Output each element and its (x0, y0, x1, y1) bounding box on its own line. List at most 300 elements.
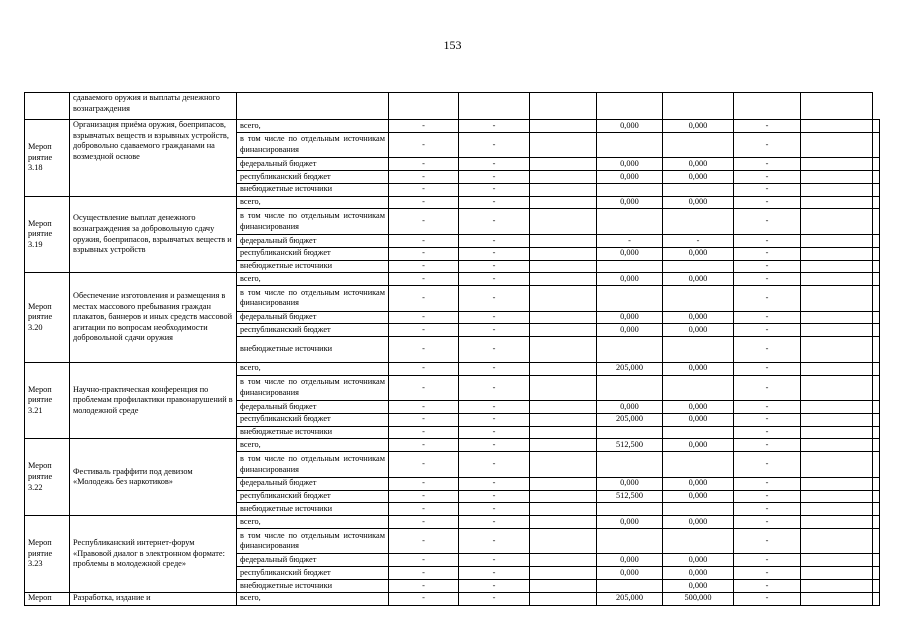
value-cell: - (389, 183, 459, 196)
value-cell: 0,000 (663, 362, 734, 375)
funding-source-cell: республиканский бюджет (237, 413, 389, 426)
value-cell (530, 426, 597, 439)
value-cell: - (734, 196, 801, 209)
value-cell (530, 592, 597, 605)
empty-cell (873, 567, 880, 580)
table-row (25, 516, 880, 529)
value-cell (530, 196, 597, 209)
value-cell: - (734, 260, 801, 273)
value-cell: - (734, 426, 801, 439)
value-cell: - (734, 337, 801, 363)
value-cell: - (734, 311, 801, 324)
value-cell: - (459, 183, 530, 196)
value-cell: - (459, 337, 530, 363)
value-cell: - (389, 196, 459, 209)
empty-cell (873, 375, 880, 401)
value-cell (663, 426, 734, 439)
value-cell: - (734, 580, 801, 593)
value-cell (597, 260, 663, 273)
value-cell (801, 401, 873, 414)
value-cell (801, 158, 873, 171)
funding-source-cell: республиканский бюджет (237, 324, 389, 337)
value-cell: 0,000 (663, 247, 734, 260)
empty-cell (873, 516, 880, 529)
value-cell: 0,000 (597, 554, 663, 567)
value-cell (530, 528, 597, 554)
empty-cell (873, 362, 880, 375)
empty-cell (873, 120, 880, 133)
empty-cell (873, 183, 880, 196)
value-cell: 0,000 (663, 477, 734, 490)
value-cell (801, 592, 873, 605)
empty-cell (873, 273, 880, 286)
value-cell: 0,000 (663, 554, 734, 567)
empty-cell (873, 324, 880, 337)
value-cell: 0,000 (663, 413, 734, 426)
value-cell: - (734, 401, 801, 414)
value-cell: - (389, 503, 459, 516)
value-cell: - (389, 158, 459, 171)
value-cell: - (389, 413, 459, 426)
empty-cell (873, 490, 880, 503)
measure-name-cell: сдаваемого оружия и выплаты денежного вознаграждения (70, 93, 237, 120)
value-cell (597, 337, 663, 363)
value-cell: - (459, 324, 530, 337)
measure-name-cell: Фестиваль граффити под девизом «Молодежь без наркотиков» (70, 439, 237, 516)
value-cell: - (597, 234, 663, 247)
value-cell (530, 171, 597, 184)
value-cell (663, 209, 734, 235)
funding-source-cell: всего, (237, 516, 389, 529)
value-cell: - (734, 209, 801, 235)
value-cell: 0,000 (597, 401, 663, 414)
funding-source-cell: в том числе по отдельным источникам финансирования (237, 132, 389, 158)
funding-source-cell: всего, (237, 439, 389, 452)
value-cell: 0,000 (597, 477, 663, 490)
measure-name-cell: Обеспечение изготовления и размещения в местах массового пребывания граждан плакатов, баннеров и иных средств массовой агитации по вопросам необходимости добровольной сдачи оружия (70, 273, 237, 362)
measure-code-cell: Мероп риятие 3.20 (25, 273, 70, 362)
value-cell: - (734, 273, 801, 286)
value-cell: - (459, 567, 530, 580)
value-cell: 0,000 (597, 196, 663, 209)
funding-source-cell: всего, (237, 273, 389, 286)
funding-source-cell: республиканский бюджет (237, 490, 389, 503)
value-cell: - (734, 324, 801, 337)
value-cell: - (389, 260, 459, 273)
value-cell (530, 401, 597, 414)
value-cell (801, 132, 873, 158)
value-cell (801, 452, 873, 478)
value-cell: - (389, 132, 459, 158)
value-cell: - (389, 273, 459, 286)
funding-source-cell: федеральный бюджет (237, 401, 389, 414)
value-cell: - (389, 490, 459, 503)
value-cell (663, 337, 734, 363)
empty-cell (873, 439, 880, 452)
empty-cell (459, 93, 530, 120)
value-cell: - (389, 324, 459, 337)
empty-cell (873, 477, 880, 490)
value-cell (530, 286, 597, 312)
value-cell (801, 426, 873, 439)
measure-name-cell: Разработка, издание и (70, 592, 237, 605)
empty-cell (237, 93, 389, 120)
value-cell (801, 209, 873, 235)
value-cell: - (459, 439, 530, 452)
value-cell: 0,000 (663, 158, 734, 171)
value-cell (801, 171, 873, 184)
value-cell: - (734, 234, 801, 247)
funding-source-cell: всего, (237, 120, 389, 133)
value-cell (801, 439, 873, 452)
value-cell: - (459, 580, 530, 593)
value-cell (801, 234, 873, 247)
value-cell (801, 183, 873, 196)
empty-cell (873, 528, 880, 554)
value-cell: 0,000 (597, 171, 663, 184)
funding-source-cell: в том числе по отдельным источникам финансирования (237, 209, 389, 235)
empty-cell (597, 93, 663, 120)
value-cell (801, 503, 873, 516)
value-cell (530, 260, 597, 273)
measure-code-cell: Мероп риятие 3.18 (25, 120, 70, 197)
value-cell (663, 528, 734, 554)
value-cell (663, 452, 734, 478)
value-cell (801, 413, 873, 426)
value-cell (801, 554, 873, 567)
empty-cell (389, 93, 459, 120)
value-cell: 0,000 (663, 171, 734, 184)
value-cell: - (459, 452, 530, 478)
value-cell: - (734, 528, 801, 554)
value-cell: - (459, 311, 530, 324)
value-cell: - (459, 413, 530, 426)
funding-source-cell: республиканский бюджет (237, 171, 389, 184)
table-row (25, 196, 880, 209)
empty-cell (873, 286, 880, 312)
empty-cell (530, 93, 597, 120)
empty-cell (873, 503, 880, 516)
value-cell: - (389, 426, 459, 439)
value-cell: 0,000 (663, 516, 734, 529)
value-cell: - (734, 554, 801, 567)
value-cell: 500,000 (663, 592, 734, 605)
empty-cell (663, 93, 734, 120)
value-cell (801, 528, 873, 554)
value-cell (597, 426, 663, 439)
value-cell (801, 311, 873, 324)
value-cell (597, 452, 663, 478)
value-cell (801, 567, 873, 580)
value-cell (530, 132, 597, 158)
value-cell (530, 247, 597, 260)
value-cell: - (459, 273, 530, 286)
table-row (25, 273, 880, 286)
value-cell (663, 375, 734, 401)
value-cell: - (389, 311, 459, 324)
measure-code-cell: Мероп риятие 3.22 (25, 439, 70, 516)
value-cell (530, 183, 597, 196)
value-cell: - (389, 171, 459, 184)
value-cell: - (459, 516, 530, 529)
value-cell: - (734, 247, 801, 260)
value-cell: - (734, 452, 801, 478)
value-cell: - (389, 247, 459, 260)
empty-cell (873, 247, 880, 260)
value-cell: - (734, 503, 801, 516)
value-cell (801, 516, 873, 529)
value-cell: - (389, 580, 459, 593)
value-cell: 0,000 (597, 311, 663, 324)
value-cell (530, 337, 597, 363)
value-cell (530, 120, 597, 133)
measure-name-cell: Осуществление выплат денежного вознаграждения за добровольную сдачу оружия, боеприпасов, взрывчатых веществ и взрывных устройств (70, 196, 237, 273)
value-cell: 0,000 (663, 580, 734, 593)
measure-name-cell: Научно-практическая конференция по проблемам профилактики правонарушений в молодежной среде (70, 362, 237, 439)
measure-name-cell: Республиканский интернет-форум «Правовой диалог в электронном формате: проблемы в молодежной среде» (70, 516, 237, 593)
table-row (25, 120, 880, 133)
measure-code-cell (25, 93, 70, 120)
measure-code-cell: Мероп (25, 592, 70, 605)
measure-code-cell: Мероп риятие 3.21 (25, 362, 70, 439)
funding-source-cell: республиканский бюджет (237, 567, 389, 580)
funding-source-cell: в том числе по отдельным источникам финансирования (237, 528, 389, 554)
value-cell: 0,000 (597, 324, 663, 337)
value-cell: - (389, 477, 459, 490)
empty-cell (873, 132, 880, 158)
value-cell: - (459, 362, 530, 375)
value-cell: 0,000 (663, 490, 734, 503)
value-cell: - (734, 477, 801, 490)
value-cell: - (734, 413, 801, 426)
funding-source-cell: республиканский бюджет (237, 247, 389, 260)
value-cell: 0,000 (663, 567, 734, 580)
value-cell: 205,000 (597, 362, 663, 375)
value-cell (530, 413, 597, 426)
value-cell: - (389, 362, 459, 375)
value-cell: - (389, 401, 459, 414)
value-cell: - (734, 183, 801, 196)
value-cell: - (734, 120, 801, 133)
value-cell (663, 286, 734, 312)
empty-cell (873, 234, 880, 247)
value-cell: - (734, 362, 801, 375)
value-cell: - (734, 490, 801, 503)
value-cell: 0,000 (663, 196, 734, 209)
value-cell: - (459, 132, 530, 158)
value-cell: - (734, 516, 801, 529)
empty-cell (873, 426, 880, 439)
value-cell (530, 209, 597, 235)
value-cell: 0,000 (663, 439, 734, 452)
value-cell: - (459, 477, 530, 490)
value-cell: - (459, 426, 530, 439)
funding-source-cell: в том числе по отдельным источникам финансирования (237, 452, 389, 478)
value-cell: - (734, 158, 801, 171)
value-cell (530, 311, 597, 324)
financing-table (24, 92, 880, 606)
value-cell: 0,000 (597, 120, 663, 133)
empty-cell (873, 311, 880, 324)
value-cell: 512,500 (597, 439, 663, 452)
value-cell: - (459, 503, 530, 516)
empty-cell (873, 196, 880, 209)
value-cell (530, 362, 597, 375)
funding-source-cell: федеральный бюджет (237, 158, 389, 171)
value-cell (597, 286, 663, 312)
funding-source-cell: в том числе по отдельным источникам финансирования (237, 286, 389, 312)
value-cell (530, 158, 597, 171)
value-cell: - (389, 337, 459, 363)
empty-cell (873, 158, 880, 171)
measure-code-cell: Мероп риятие 3.19 (25, 196, 70, 273)
value-cell: 0,000 (597, 158, 663, 171)
value-cell (597, 580, 663, 593)
value-cell (801, 120, 873, 133)
value-cell: - (459, 528, 530, 554)
page-number: 153 (443, 38, 462, 52)
value-cell (597, 209, 663, 235)
value-cell: - (459, 247, 530, 260)
value-cell: - (389, 452, 459, 478)
empty-cell (873, 209, 880, 235)
value-cell (663, 183, 734, 196)
funding-source-cell: всего, (237, 362, 389, 375)
value-cell (530, 567, 597, 580)
value-cell (801, 362, 873, 375)
funding-source-cell: федеральный бюджет (237, 554, 389, 567)
value-cell (597, 132, 663, 158)
table-row (25, 592, 880, 605)
funding-source-cell: внебюджетные источники (237, 426, 389, 439)
funding-source-cell: внебюджетные источники (237, 260, 389, 273)
value-cell: 205,000 (597, 413, 663, 426)
empty-cell (801, 93, 873, 120)
funding-source-cell: внебюджетные источники (237, 503, 389, 516)
empty-cell (873, 413, 880, 426)
value-cell: - (459, 490, 530, 503)
value-cell: - (459, 401, 530, 414)
measure-code-cell: Мероп риятие 3.23 (25, 516, 70, 593)
value-cell (530, 439, 597, 452)
value-cell (801, 324, 873, 337)
funding-source-cell: внебюджетные источники (237, 580, 389, 593)
value-cell (801, 260, 873, 273)
empty-cell (873, 401, 880, 414)
continuation-row (25, 93, 880, 120)
measure-name-cell: Организация приёма оружия, боеприпасов, взрывчатых веществ и взрывных устройств, добровольно сдаваемого гражданами на возмездной основе (70, 120, 237, 197)
value-cell: - (389, 234, 459, 247)
funding-source-cell: всего, (237, 592, 389, 605)
value-cell: 0,000 (663, 311, 734, 324)
value-cell (663, 132, 734, 158)
value-cell (663, 503, 734, 516)
value-cell (530, 580, 597, 593)
value-cell: - (389, 209, 459, 235)
value-cell: - (734, 375, 801, 401)
funding-source-cell: всего, (237, 196, 389, 209)
value-cell: - (734, 132, 801, 158)
value-cell (801, 286, 873, 312)
value-cell (597, 183, 663, 196)
empty-cell (873, 452, 880, 478)
empty-cell (873, 337, 880, 363)
value-cell: 0,000 (597, 516, 663, 529)
value-cell (530, 324, 597, 337)
value-cell: - (389, 528, 459, 554)
value-cell: - (459, 375, 530, 401)
value-cell: - (389, 120, 459, 133)
funding-source-cell: федеральный бюджет (237, 234, 389, 247)
value-cell (801, 337, 873, 363)
value-cell: - (734, 171, 801, 184)
value-cell (530, 503, 597, 516)
value-cell (597, 528, 663, 554)
value-cell (663, 260, 734, 273)
empty-cell (873, 554, 880, 567)
value-cell (530, 490, 597, 503)
empty-cell (873, 592, 880, 605)
value-cell: 0,000 (663, 120, 734, 133)
value-cell: 0,000 (597, 273, 663, 286)
value-cell: - (459, 196, 530, 209)
value-cell (597, 375, 663, 401)
value-cell (801, 477, 873, 490)
value-cell: - (459, 592, 530, 605)
value-cell (530, 554, 597, 567)
value-cell (801, 247, 873, 260)
table-row (25, 362, 880, 375)
value-cell: - (389, 592, 459, 605)
value-cell (801, 196, 873, 209)
empty-cell (873, 580, 880, 593)
value-cell: - (459, 286, 530, 312)
value-cell (801, 273, 873, 286)
value-cell: - (389, 439, 459, 452)
value-cell: - (389, 567, 459, 580)
value-cell: 0,000 (663, 401, 734, 414)
value-cell: - (389, 375, 459, 401)
empty-cell (873, 171, 880, 184)
value-cell: - (734, 286, 801, 312)
funding-source-cell: внебюджетные источники (237, 337, 389, 363)
value-cell: 0,000 (663, 324, 734, 337)
value-cell: 512,500 (597, 490, 663, 503)
value-cell (530, 452, 597, 478)
value-cell: - (459, 554, 530, 567)
value-cell: 0,000 (597, 567, 663, 580)
value-cell: - (459, 158, 530, 171)
funding-source-cell: федеральный бюджет (237, 477, 389, 490)
value-cell: - (734, 592, 801, 605)
value-cell (530, 234, 597, 247)
value-cell: - (459, 120, 530, 133)
value-cell (530, 273, 597, 286)
value-cell (530, 477, 597, 490)
value-cell (801, 490, 873, 503)
value-cell: - (734, 439, 801, 452)
value-cell: - (389, 554, 459, 567)
value-cell (530, 516, 597, 529)
funding-source-cell: в том числе по отдельным источникам финансирования (237, 375, 389, 401)
value-cell (597, 503, 663, 516)
value-cell: 0,000 (663, 273, 734, 286)
value-cell: - (459, 171, 530, 184)
empty-cell (873, 260, 880, 273)
value-cell: - (459, 209, 530, 235)
value-cell (801, 580, 873, 593)
value-cell (530, 375, 597, 401)
